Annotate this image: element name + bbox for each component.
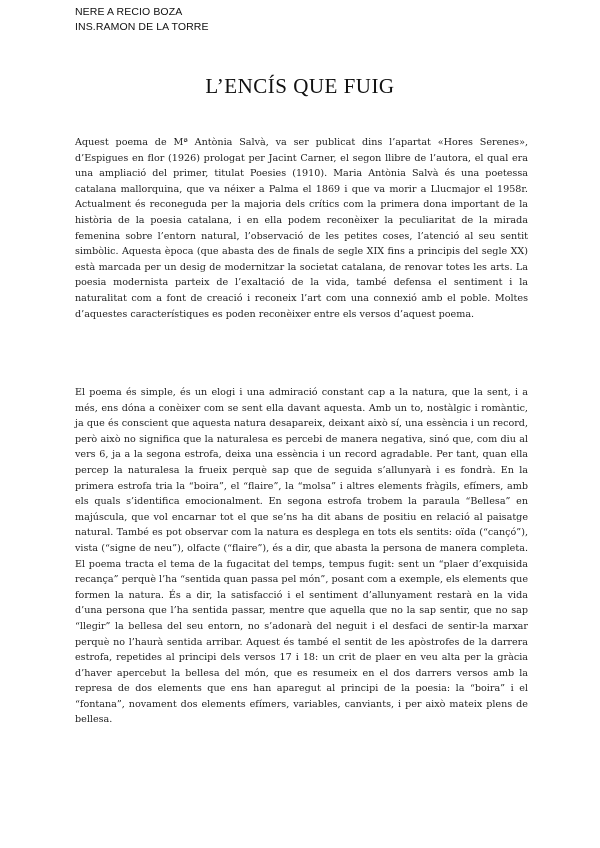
document-title: L’ENCÍS QUE FUIG	[205, 74, 395, 98]
document-header	[75, 5, 209, 35]
paragraph-intro: Aquest poema de Mª Antònia Salvà, va ser publicat dins l’apartat «Hores Serenes», d’Espigues en flor (1926) prologat per Jacint Carner, el segon llibre de l’autora, el qual era una ampliació del primer, titulat Poesies (1910). Maria Antònia Salvà és una poetessa catalana mallorquina, que va néixer a Palma el 1869 i que va morir a Llucmajor el 1958r. Actualment és reconeguda per la majoria dels crítics com la primera dona important de la història de la poesia catalana, i en ella podem reconèixer la peculiaritat de la mirada femenina sobre l’entorn natural, l’observació de les petites coses, l’atenció al seu sentit simbòlic. Aquesta època (que abasta des de finals de segle XIX fins a principis del segle XX) està marcada per un desig de modernitzar la societat catalana, de renovar totes les arts. La poesia modernista parteix de l’exaltació de la vida, també defensa el sentiment i la naturalitat com a font de creació i reconeix l’art com una connexió amb el poble. Moltes d’aquestes característiques es poden reconèixer entre els versos d’aquest poema.	[75, 137, 528, 320]
school-name: INS.RAMON DE LA TORRE	[75, 21, 209, 33]
paragraph-analysis: El poema és simple, és un elogi i una admiració constant cap a la natura, que la sent, i a més, ens dóna a conèixer com se sent ella davant aquesta. Amb un to, nostàlgic i romàntic, ja que és conscient que aquesta natura desapareix, deixant això sí, una essència i un record, però això no significa que la naturalesa es percebi de manera negativa, sinó que, com diu al vers 6, ja a la segona estrofa, deixa una essència i un record agradable. Per tant, quan ella percep la naturalesa la frueix perquè sap que de seguida s’allunyarà i es fondrà. En la primera estrofa tria la “boira”, el “flaire”, la “molsa” i altres elements fràgils, efímers, amb els quals s’identifica emocionalment. En segona estrofa trobem la paraula “Bellesa” en majúscula, que vol encarnar tot el que se’ns ha dit abans de positiu en relació al paisatge natural. També es pot observar com la natura es desplega en tots els sentits: oïda (“cançó”), vista (“signe de neu”), olfacte (“flaire”), és a dir, que abasta la persona de manera completa. El poema tracta el tema de la fugacitat del temps, tempus fugit: sent un “plaer d’exquisida recança” perquè l’ha “sentida quan passa pel món”, posant com a exemple, els elements que formen la natura. És a dir, la satisfacció i el sentiment d’allunyament restarà en la vida d’una persona que l’ha sentida passar, mentre que aquella que no la sap sentir, que no sap “llegir” la bellesa del seu entorn, no s’adonarà del neguit i el desfaci de sentir-la marxar perquè no l’haurà sentida arribar. Aquest és també el sentit de les apòstrofes de la darrera estrofa, repetides al principi dels versos 17 i 18: un crit de plaer en veu alta per la gràcia d’haver apercebut la bellesa del món, que es resumeix en el dos darrers versos amb la represa de dos elements que ens han aparegut al principi de la poesia: la “boira” i el “fontana”, novament dos elements efímers, variables, canviants, i per això mateix plens de bellesa.	[75, 387, 528, 726]
author-name: NERE A RECIO BOZA	[75, 6, 183, 18]
